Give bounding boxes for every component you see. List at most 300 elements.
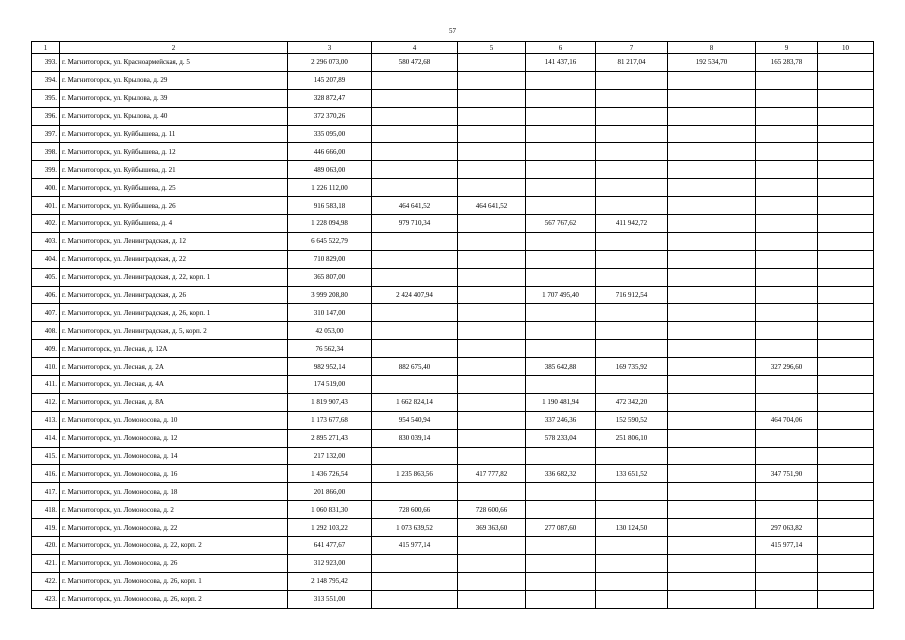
address-cell: г. Магнитогорск, ул. Ломоносова, д. 26, корп. 2 <box>60 590 288 608</box>
column-header-4: 4 <box>372 42 458 54</box>
row-number: 405. <box>32 268 60 286</box>
value-cell-col5 <box>458 376 526 394</box>
value-cell-col4: 830 039,14 <box>372 429 458 447</box>
address-cell: г. Магнитогорск, ул. Куйбышева, д. 21 <box>60 161 288 179</box>
value-cell-col6: 578 233,04 <box>526 429 596 447</box>
value-cell-col3: 489 063,00 <box>288 161 372 179</box>
value-cell-col3: 3 999 208,80 <box>288 286 372 304</box>
value-cell-col8 <box>668 537 756 555</box>
value-cell-col9 <box>756 554 818 572</box>
value-cell-col6 <box>526 232 596 250</box>
value-cell-col8 <box>668 89 756 107</box>
value-cell-col6 <box>526 376 596 394</box>
table-row <box>32 411 874 429</box>
value-cell-col6 <box>526 197 596 215</box>
value-cell-col4: 882 675,40 <box>372 358 458 376</box>
row-number: 413. <box>32 411 60 429</box>
value-cell-col4: 415 977,14 <box>372 537 458 555</box>
value-cell-col10 <box>818 572 874 590</box>
address-cell: г. Магнитогорск, ул. Лесная, д. 4А <box>60 376 288 394</box>
table-row <box>32 215 874 233</box>
row-number: 407. <box>32 304 60 322</box>
value-cell-col7 <box>596 376 668 394</box>
value-cell-col9 <box>756 393 818 411</box>
value-cell-col8 <box>668 322 756 340</box>
table-row <box>32 268 874 286</box>
value-cell-col10 <box>818 483 874 501</box>
value-cell-col10 <box>818 393 874 411</box>
value-cell-col3: 2 148 795,42 <box>288 572 372 590</box>
value-cell-col7 <box>596 304 668 322</box>
value-cell-col9 <box>756 286 818 304</box>
value-cell-col7 <box>596 232 668 250</box>
value-cell-col7: 716 912,54 <box>596 286 668 304</box>
column-header-10: 10 <box>818 42 874 54</box>
value-cell-col4 <box>372 572 458 590</box>
table-row <box>32 483 874 501</box>
table-row <box>32 376 874 394</box>
column-header-1: 1 <box>32 42 60 54</box>
address-cell: г. Магнитогорск, ул. Ломоносова, д. 2 <box>60 501 288 519</box>
value-cell-col8 <box>668 340 756 358</box>
value-cell-col10 <box>818 143 874 161</box>
value-cell-col8 <box>668 393 756 411</box>
row-number: 394. <box>32 71 60 89</box>
table-row <box>32 161 874 179</box>
value-cell-col3: 174 519,00 <box>288 376 372 394</box>
value-cell-col8 <box>668 411 756 429</box>
value-cell-col4 <box>372 143 458 161</box>
value-cell-col8 <box>668 483 756 501</box>
value-cell-col10 <box>818 590 874 608</box>
value-cell-col7 <box>596 197 668 215</box>
value-cell-col8 <box>668 161 756 179</box>
value-cell-col8 <box>668 465 756 483</box>
value-cell-col9 <box>756 590 818 608</box>
row-number: 397. <box>32 125 60 143</box>
value-cell-col8 <box>668 71 756 89</box>
value-cell-col7 <box>596 125 668 143</box>
value-cell-col5 <box>458 125 526 143</box>
value-cell-col6 <box>526 161 596 179</box>
table-row <box>32 554 874 572</box>
value-cell-col4: 728 600,66 <box>372 501 458 519</box>
value-cell-col8 <box>668 447 756 465</box>
value-cell-col10 <box>818 250 874 268</box>
value-cell-col7 <box>596 322 668 340</box>
value-cell-col4 <box>372 179 458 197</box>
value-cell-col9 <box>756 250 818 268</box>
value-cell-col7 <box>596 161 668 179</box>
address-cell: г. Магнитогорск, ул. Ломоносова, д. 16 <box>60 465 288 483</box>
value-cell-col6: 567 767,62 <box>526 215 596 233</box>
table-header <box>32 42 874 54</box>
value-cell-col3: 328 872,47 <box>288 89 372 107</box>
value-cell-col6 <box>526 268 596 286</box>
row-number: 411. <box>32 376 60 394</box>
table-row <box>32 537 874 555</box>
table-row <box>32 393 874 411</box>
value-cell-col10 <box>818 554 874 572</box>
value-cell-col8 <box>668 232 756 250</box>
table-row <box>32 501 874 519</box>
value-cell-col10 <box>818 447 874 465</box>
value-cell-col10 <box>818 340 874 358</box>
value-cell-col5 <box>458 143 526 161</box>
value-cell-col5: 417 777,82 <box>458 465 526 483</box>
value-cell-col3: 710 829,00 <box>288 250 372 268</box>
value-cell-col8 <box>668 107 756 125</box>
table-row <box>32 304 874 322</box>
address-cell: г. Магнитогорск, ул. Ломоносова, д. 12 <box>60 429 288 447</box>
table-row <box>32 197 874 215</box>
value-cell-col6 <box>526 250 596 268</box>
row-number: 417. <box>32 483 60 501</box>
value-cell-col4 <box>372 376 458 394</box>
row-number: 412. <box>32 393 60 411</box>
value-cell-col3: 1 292 103,22 <box>288 519 372 537</box>
value-cell-col7 <box>596 572 668 590</box>
value-cell-col10 <box>818 358 874 376</box>
address-cell: г. Магнитогорск, ул. Куйбышева, д. 11 <box>60 125 288 143</box>
value-cell-col7 <box>596 179 668 197</box>
value-cell-col10 <box>818 232 874 250</box>
address-cell: г. Магнитогорск, ул. Ленинградская, д. 26, корп. 1 <box>60 304 288 322</box>
value-cell-col6: 337 246,36 <box>526 411 596 429</box>
value-cell-col6: 1 707 495,40 <box>526 286 596 304</box>
value-cell-col5 <box>458 232 526 250</box>
row-number: 414. <box>32 429 60 447</box>
value-cell-col9 <box>756 161 818 179</box>
value-cell-col6 <box>526 340 596 358</box>
value-cell-col6 <box>526 554 596 572</box>
value-cell-col3: 335 095,00 <box>288 125 372 143</box>
value-cell-col8 <box>668 286 756 304</box>
value-cell-col4 <box>372 268 458 286</box>
value-cell-col8 <box>668 215 756 233</box>
value-cell-col4: 979 710,34 <box>372 215 458 233</box>
value-cell-col8: 192 534,70 <box>668 54 756 72</box>
value-cell-col5: 728 600,66 <box>458 501 526 519</box>
value-cell-col7 <box>596 71 668 89</box>
value-cell-col4: 1 235 863,56 <box>372 465 458 483</box>
header-row <box>32 42 874 54</box>
value-cell-col4 <box>372 89 458 107</box>
value-cell-col3: 312 923,00 <box>288 554 372 572</box>
table-row <box>32 447 874 465</box>
value-cell-col5 <box>458 286 526 304</box>
value-cell-col10 <box>818 537 874 555</box>
row-number: 404. <box>32 250 60 268</box>
value-cell-col6: 1 190 481,94 <box>526 393 596 411</box>
value-cell-col7: 169 735,92 <box>596 358 668 376</box>
value-cell-col3: 372 370,26 <box>288 107 372 125</box>
value-cell-col3: 446 666,00 <box>288 143 372 161</box>
value-cell-col7 <box>596 340 668 358</box>
value-cell-col6 <box>526 71 596 89</box>
row-number: 398. <box>32 143 60 161</box>
value-cell-col8 <box>668 376 756 394</box>
value-cell-col9 <box>756 322 818 340</box>
value-cell-col9 <box>756 89 818 107</box>
value-cell-col3: 42 053,00 <box>288 322 372 340</box>
table-row <box>32 465 874 483</box>
value-cell-col3: 6 645 522,79 <box>288 232 372 250</box>
value-cell-col5 <box>458 447 526 465</box>
value-cell-col5 <box>458 358 526 376</box>
row-number: 423. <box>32 590 60 608</box>
column-header-2: 2 <box>60 42 288 54</box>
value-cell-col10 <box>818 197 874 215</box>
value-cell-col7: 251 806,10 <box>596 429 668 447</box>
value-cell-col3: 310 147,00 <box>288 304 372 322</box>
value-cell-col6: 336 682,32 <box>526 465 596 483</box>
row-number: 409. <box>32 340 60 358</box>
value-cell-col6: 277 087,60 <box>526 519 596 537</box>
value-cell-col4 <box>372 322 458 340</box>
value-cell-col3: 641 477,67 <box>288 537 372 555</box>
value-cell-col7 <box>596 537 668 555</box>
value-cell-col7 <box>596 483 668 501</box>
value-cell-col4: 1 073 639,52 <box>372 519 458 537</box>
value-cell-col3: 2 296 073,00 <box>288 54 372 72</box>
address-cell: г. Магнитогорск, ул. Ленинградская, д. 22 <box>60 250 288 268</box>
value-cell-col5 <box>458 71 526 89</box>
value-cell-col9: 415 977,14 <box>756 537 818 555</box>
value-cell-col6 <box>526 107 596 125</box>
value-cell-col9: 327 296,60 <box>756 358 818 376</box>
value-cell-col9 <box>756 143 818 161</box>
table-row <box>32 358 874 376</box>
value-cell-col4: 464 641,52 <box>372 197 458 215</box>
address-cell: г. Магнитогорск, ул. Куйбышева, д. 4 <box>60 215 288 233</box>
value-cell-col4 <box>372 161 458 179</box>
value-cell-col5 <box>458 537 526 555</box>
value-cell-col8 <box>668 304 756 322</box>
row-number: 399. <box>32 161 60 179</box>
value-cell-col6 <box>526 537 596 555</box>
value-cell-col6 <box>526 179 596 197</box>
value-cell-col7 <box>596 501 668 519</box>
value-cell-col5 <box>458 393 526 411</box>
value-cell-col7 <box>596 107 668 125</box>
address-cell: г. Магнитогорск, ул. Ленинградская, д. 12 <box>60 232 288 250</box>
address-cell: г. Магнитогорск, ул. Ломоносова, д. 14 <box>60 447 288 465</box>
row-number: 402. <box>32 215 60 233</box>
value-cell-col9 <box>756 501 818 519</box>
value-cell-col4 <box>372 340 458 358</box>
value-cell-col6 <box>526 447 596 465</box>
value-cell-col9 <box>756 340 818 358</box>
value-cell-col4: 1 662 824,14 <box>372 393 458 411</box>
value-cell-col7: 152 590,52 <box>596 411 668 429</box>
row-number: 418. <box>32 501 60 519</box>
column-header-9: 9 <box>756 42 818 54</box>
value-cell-col4 <box>372 590 458 608</box>
value-cell-col8 <box>668 519 756 537</box>
value-cell-col4 <box>372 107 458 125</box>
value-cell-col9 <box>756 107 818 125</box>
table-row <box>32 250 874 268</box>
address-cell: г. Магнитогорск, ул. Лесная, д. 12А <box>60 340 288 358</box>
value-cell-col10 <box>818 429 874 447</box>
table-body <box>32 54 874 609</box>
table-row <box>32 89 874 107</box>
value-cell-col4: 2 424 407,94 <box>372 286 458 304</box>
value-cell-col4 <box>372 447 458 465</box>
address-cell: г. Магнитогорск, ул. Лесная, д. 2А <box>60 358 288 376</box>
value-cell-col3: 1 173 677,68 <box>288 411 372 429</box>
value-cell-col10 <box>818 465 874 483</box>
value-cell-col6 <box>526 125 596 143</box>
value-cell-col5 <box>458 411 526 429</box>
value-cell-col10 <box>818 519 874 537</box>
table-row <box>32 590 874 608</box>
value-cell-col10 <box>818 304 874 322</box>
row-number: 393. <box>32 54 60 72</box>
value-cell-col7: 472 342,20 <box>596 393 668 411</box>
value-cell-col10 <box>818 107 874 125</box>
value-cell-col4 <box>372 250 458 268</box>
value-cell-col7: 411 942,72 <box>596 215 668 233</box>
value-cell-col4 <box>372 71 458 89</box>
value-cell-col7: 130 124,50 <box>596 519 668 537</box>
table-row <box>32 322 874 340</box>
row-number: 396. <box>32 107 60 125</box>
value-cell-col3: 1 228 094,98 <box>288 215 372 233</box>
value-cell-col6 <box>526 483 596 501</box>
value-cell-col7 <box>596 447 668 465</box>
value-cell-col8 <box>668 197 756 215</box>
value-cell-col5 <box>458 161 526 179</box>
value-cell-col6 <box>526 89 596 107</box>
row-number: 420. <box>32 537 60 555</box>
value-cell-col8 <box>668 554 756 572</box>
value-cell-col7 <box>596 590 668 608</box>
row-number: 421. <box>32 554 60 572</box>
column-header-5: 5 <box>458 42 526 54</box>
value-cell-col9 <box>756 71 818 89</box>
value-cell-col10 <box>818 286 874 304</box>
value-cell-col10 <box>818 215 874 233</box>
row-number: 408. <box>32 322 60 340</box>
column-header-7: 7 <box>596 42 668 54</box>
value-cell-col5 <box>458 572 526 590</box>
value-cell-col9 <box>756 268 818 286</box>
row-number: 401. <box>32 197 60 215</box>
value-cell-col4 <box>372 232 458 250</box>
value-cell-col6 <box>526 590 596 608</box>
value-cell-col3: 145 207,89 <box>288 71 372 89</box>
value-cell-col3: 916 583,18 <box>288 197 372 215</box>
row-number: 422. <box>32 572 60 590</box>
column-header-6: 6 <box>526 42 596 54</box>
value-cell-col5 <box>458 107 526 125</box>
value-cell-col8 <box>668 358 756 376</box>
column-header-3: 3 <box>288 42 372 54</box>
value-cell-col5 <box>458 268 526 286</box>
value-cell-col5 <box>458 340 526 358</box>
value-cell-col9 <box>756 429 818 447</box>
row-number: 406. <box>32 286 60 304</box>
value-cell-col6: 141 437,16 <box>526 54 596 72</box>
value-cell-col10 <box>818 179 874 197</box>
value-cell-col5 <box>458 89 526 107</box>
value-cell-col4: 954 540,94 <box>372 411 458 429</box>
value-cell-col9: 165 283,78 <box>756 54 818 72</box>
value-cell-col3: 76 562,34 <box>288 340 372 358</box>
table-row <box>32 286 874 304</box>
value-cell-col6 <box>526 143 596 161</box>
value-cell-col6 <box>526 501 596 519</box>
value-cell-col3: 1 226 112,00 <box>288 179 372 197</box>
address-cell: г. Магнитогорск, ул. Ломоносова, д. 26, корп. 1 <box>60 572 288 590</box>
table-row <box>32 71 874 89</box>
table-row <box>32 125 874 143</box>
address-cell: г. Магнитогорск, ул. Красноармейская, д. 5 <box>60 54 288 72</box>
table-row <box>32 54 874 72</box>
value-cell-col7 <box>596 554 668 572</box>
value-cell-col3: 365 807,00 <box>288 268 372 286</box>
value-cell-col9 <box>756 215 818 233</box>
value-cell-col7 <box>596 143 668 161</box>
address-cell: г. Магнитогорск, ул. Ленинградская, д. 22, корп. 1 <box>60 268 288 286</box>
address-cell: г. Магнитогорск, ул. Крылова, д. 29 <box>60 71 288 89</box>
value-cell-col3: 1 819 907,43 <box>288 393 372 411</box>
row-number: 403. <box>32 232 60 250</box>
value-cell-col8 <box>668 590 756 608</box>
address-cell: г. Магнитогорск, ул. Крылова, д. 39 <box>60 89 288 107</box>
value-cell-col5 <box>458 590 526 608</box>
value-cell-col8 <box>668 143 756 161</box>
table-row <box>32 429 874 447</box>
value-cell-col5: 369 363,60 <box>458 519 526 537</box>
address-cell: г. Магнитогорск, ул. Ленинградская, д. 26 <box>60 286 288 304</box>
value-cell-col3: 1 060 831,30 <box>288 501 372 519</box>
value-cell-col3: 2 895 271,43 <box>288 429 372 447</box>
value-cell-col5: 464 641,52 <box>458 197 526 215</box>
value-cell-col9: 297 063,82 <box>756 519 818 537</box>
value-cell-col3: 217 132,00 <box>288 447 372 465</box>
row-number: 416. <box>32 465 60 483</box>
value-cell-col10 <box>818 125 874 143</box>
address-cell: г. Магнитогорск, ул. Куйбышева, д. 25 <box>60 179 288 197</box>
table-row <box>32 519 874 537</box>
value-cell-col10 <box>818 54 874 72</box>
value-cell-col9: 347 751,90 <box>756 465 818 483</box>
table-row <box>32 232 874 250</box>
address-cell: г. Магнитогорск, ул. Крылова, д. 40 <box>60 107 288 125</box>
value-cell-col7 <box>596 268 668 286</box>
address-cell: г. Магнитогорск, ул. Ломоносова, д. 22, корп. 2 <box>60 537 288 555</box>
value-cell-col10 <box>818 322 874 340</box>
value-cell-col9 <box>756 232 818 250</box>
value-cell-col6: 385 642,88 <box>526 358 596 376</box>
address-cell: г. Магнитогорск, ул. Куйбышева, д. 26 <box>60 197 288 215</box>
value-cell-col7: 133 651,52 <box>596 465 668 483</box>
value-cell-col4 <box>372 554 458 572</box>
value-cell-col7 <box>596 250 668 268</box>
value-cell-col10 <box>818 411 874 429</box>
value-cell-col8 <box>668 429 756 447</box>
value-cell-col3: 313 551,00 <box>288 590 372 608</box>
value-cell-col5 <box>458 554 526 572</box>
value-cell-col4: 580 472,68 <box>372 54 458 72</box>
value-cell-col9 <box>756 179 818 197</box>
column-header-8: 8 <box>668 42 756 54</box>
address-cell: г. Магнитогорск, ул. Ломоносова, д. 22 <box>60 519 288 537</box>
value-cell-col8 <box>668 572 756 590</box>
